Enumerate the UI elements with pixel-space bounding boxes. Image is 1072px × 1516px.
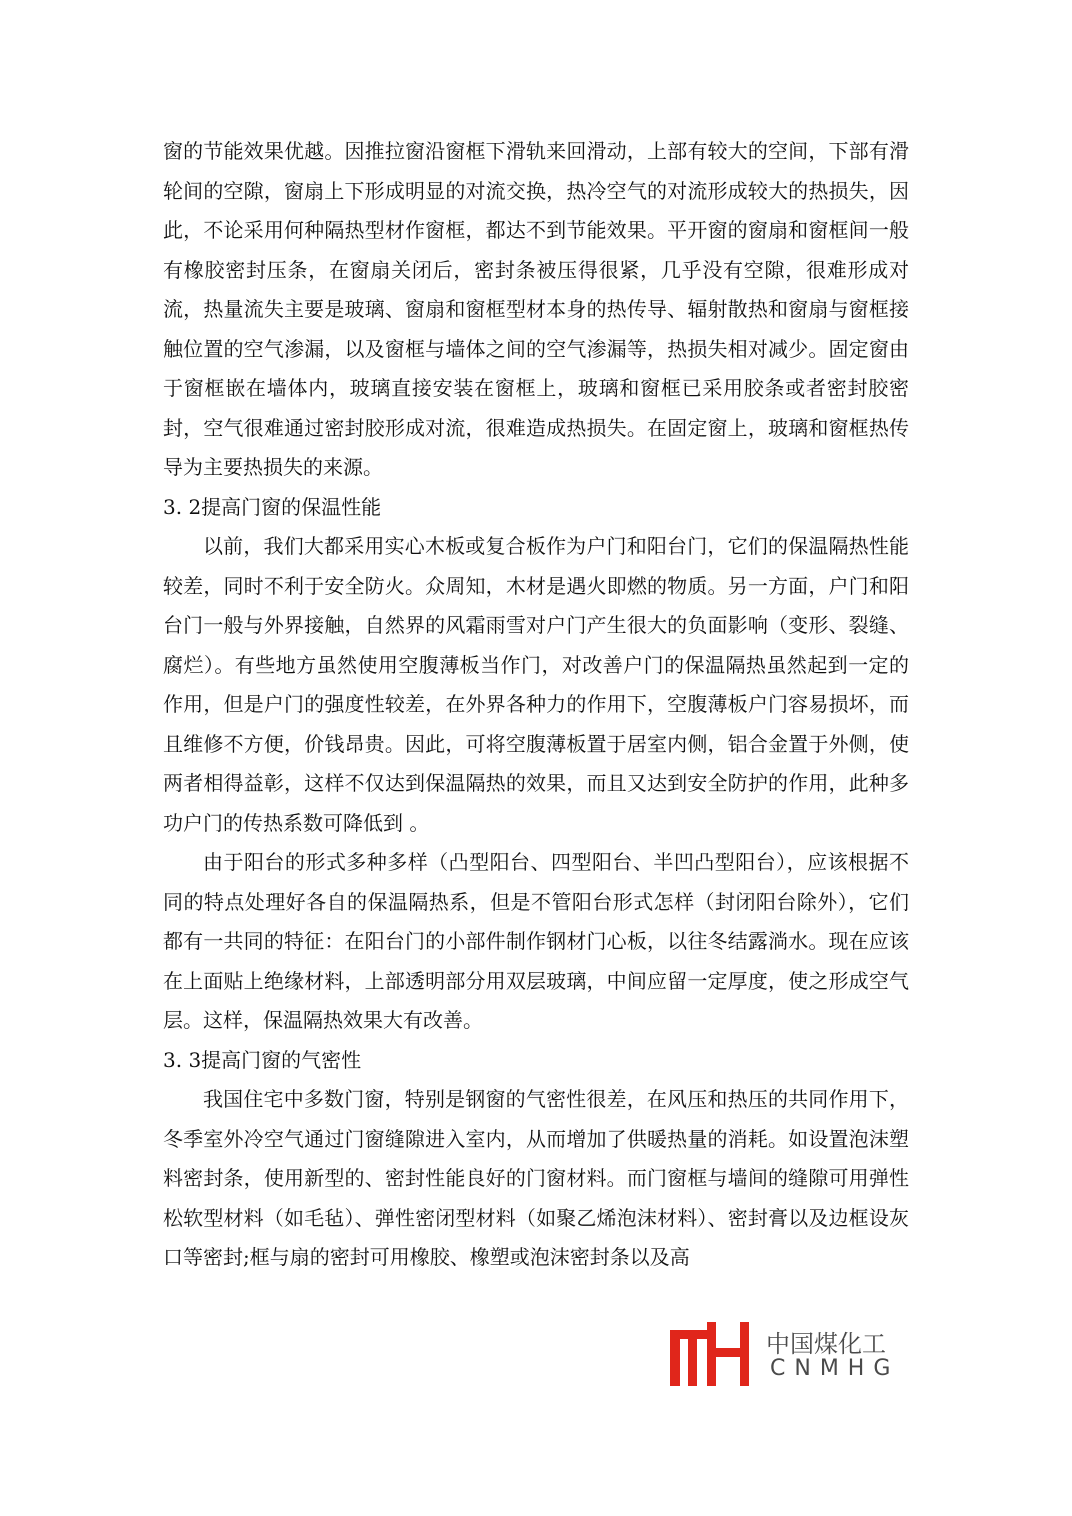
- paragraph-door-insulation: 以前，我们大都采用实心木板或复合板作为户门和阳台门，它们的保温隔热性能较差，同时不利于安全防火。众周知，木材是遇火即燃的物质。另一方面，户门和阳台门一般与外界接触，自然界的风霜雨雪对户门产生很大的负面影响（变形、裂缝、腐烂）。有些地方虽然使用空腹薄板当作门，对改善户门的保温隔热虽然起到一定的作用，但是户门的强度性较差，在外界各种力的作用下，空腹薄板户门容易损坏，而且维修不方便，价钱昂贵。因此，可将空腹薄板置于居室内侧，铝合金置于外侧，使两者相得益彰，这样不仅达到保温隔热的效果，而且又达到安全防护的作用，此种多功户门的传热系数可降低到 。: [163, 534, 909, 835]
- document-body: [163, 132, 909, 1278]
- paragraph-window-energy-saving: 窗的节能效果优越。因推拉窗沿窗框下滑轨来回滑动，上部有较大的空间，下部有滑轮间的空隙，窗扇上下形成明显的对流交换，热冷空气的对流形成较大的热损失，因此，不论采用何种隔热型材作窗框，都达不到节能效果。平开窗的窗扇和窗框间一般有橡胶密封压条，在窗扇关闭后，密封条被压得很紧，几乎没有空隙，很难形成对流，热量流失主要是玻璃、窗扇和窗框型材本身的热传导、辐射散热和窗扇与窗框接触位置的空气渗漏，以及窗框与墙体之间的空气渗漏等，热损失相对减少。固定窗由于窗框嵌在墙体内，玻璃直接安装在窗框上，玻璃和窗框已采用胶条或者密封胶密封，空气很难通过密封胶形成对流，很难造成热损失。在固定窗上，玻璃和窗框热传导为主要热损失的来源。: [163, 139, 909, 479]
- watermark-logo: [670, 1322, 900, 1390]
- watermark-name-cn: 中国煤化工: [766, 1330, 886, 1358]
- watermark-name-en: CNMHG: [770, 1356, 900, 1381]
- cnmhg-logo-icon: [670, 1322, 760, 1386]
- paragraph-balcony-insulation: 由于阳台的形式多种多样（凸型阳台、四型阳台、半凹凸型阳台），应该根据不同的特点处理好各自的保温隔热系，但是不管阳台形式怎样（封闭阳台除外），它们都有一共同的特征：在阳台门的小部件制作钢材门心板，以往冬结露淌水。现在应该在上面贴上绝缘材料，上部透明部分用双层玻璃，中间应留一定厚度，使之形成空气层。这样，保温隔热效果大有改善。: [163, 850, 909, 1032]
- section-heading-3-2: 3. 2提高门窗的保温性能: [163, 494, 382, 519]
- paragraph-airtightness: 我国住宅中多数门窗，特别是钢窗的气密性很差，在风压和热压的共同作用下，冬季室外冷空气通过门窗缝隙进入室内，从而增加了供暖热量的消耗。如设置泡沫塑料密封条，使用新型的、密封性能良好的门窗材料。而门窗框与墙间的缝隙可用弹性松软型材料（如毛毡）、弹性密闭型材料（如聚乙烯泡沫材料）、密封膏以及边框设灰口等密封;框与扇的密封可用橡胶、橡塑或泡沫密封条以及高: [163, 1087, 909, 1269]
- section-heading-3-3: 3. 3提高门窗的气密性: [163, 1047, 362, 1072]
